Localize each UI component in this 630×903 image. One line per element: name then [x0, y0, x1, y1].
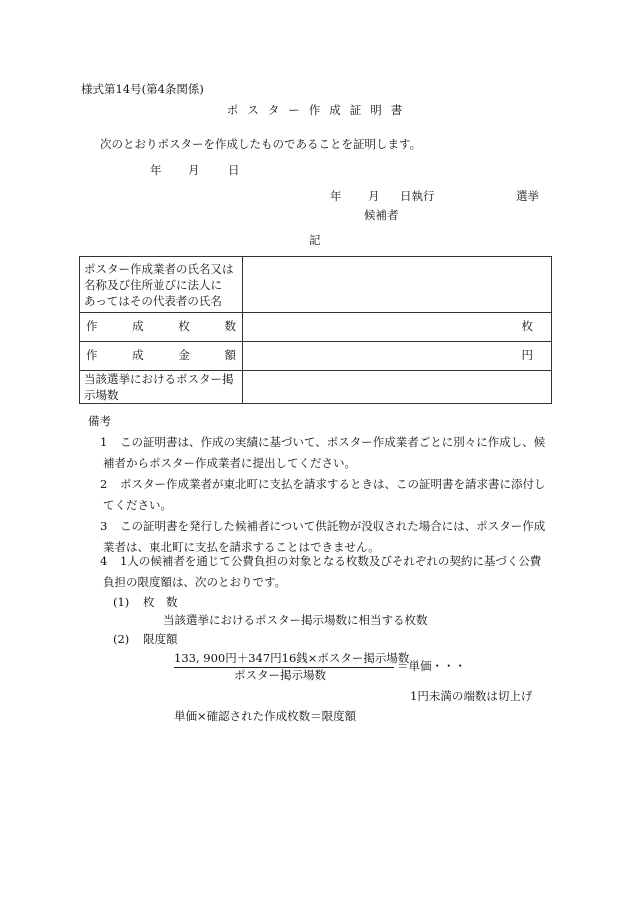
formula-result: ＝単価・・・	[397, 659, 466, 673]
exec-month-label: 月	[368, 189, 380, 203]
label-char: 数	[224, 319, 236, 334]
label-char: 作	[86, 348, 98, 363]
issue-day-label: 日	[228, 163, 240, 177]
label-char: 作	[86, 319, 98, 334]
table-row	[80, 313, 552, 342]
amount-value[interactable]	[243, 342, 552, 371]
sub-item-limit	[113, 633, 178, 647]
label-char: 枚	[178, 319, 190, 334]
sub-number: (1)	[113, 595, 130, 609]
contractor-name-value[interactable]	[243, 257, 552, 313]
label-char: 成	[132, 319, 144, 334]
label-line: ポスター作成業者の氏名又は	[84, 261, 234, 276]
note-item	[100, 551, 556, 593]
note-text-continued: 補者からポスター作成業者に提出してください。	[103, 456, 356, 470]
sub-item-quantity	[113, 596, 178, 610]
amount-unit: 円	[521, 348, 533, 363]
note-text: 1人の候補者を通じて公費負担の対象となる枚数及びそれぞれの契約に基づく公費	[120, 554, 542, 568]
note-number: 4	[100, 554, 108, 568]
label-line: 名称及び住所並びに法人に	[84, 277, 222, 292]
note-item	[100, 474, 556, 516]
exec-year-label: 年	[330, 189, 342, 203]
form-number: 様式第14号(第4条関係)	[81, 82, 204, 96]
election-execution-line	[330, 190, 539, 204]
label-line: 当該選挙におけるポスター掲	[84, 372, 234, 386]
note-text: この証明書を発行した候補者について供託物が没収された場合には、ポスター作成	[120, 519, 546, 533]
note-number: 2	[100, 477, 108, 491]
note-text-continued: てください。	[103, 498, 172, 512]
quantity-unit: 枚	[521, 319, 533, 334]
label-char: 金	[178, 348, 190, 363]
note-item	[100, 432, 556, 474]
quantity-value[interactable]	[243, 313, 552, 342]
issue-year-label: 年	[150, 163, 162, 177]
label-char: 額	[224, 348, 236, 363]
intro-text: 次のとおりポスターを作成したものであることを証明します。	[100, 137, 422, 151]
formula-numerator: 133, 900円＋347円16銭×ポスター掲示場数	[174, 651, 410, 665]
document-title: ポスター作成証明書	[226, 103, 412, 117]
final-formula: 単価×確認された作成枚数＝限度額	[174, 709, 357, 723]
certificate-table	[79, 256, 552, 404]
election-label: 選挙	[516, 189, 539, 203]
note-text: この証明書は、作成の実績に基づいて、ポスター作成業者ごとに別々に作成し、候	[120, 435, 546, 449]
sub-label: 限度額	[143, 632, 178, 646]
label-line: あってはその代表者の氏名	[84, 293, 222, 308]
table-row	[80, 371, 552, 404]
issue-month-label: 月	[188, 163, 200, 177]
sub-label: 枚 数	[143, 595, 178, 609]
note-number: 1	[100, 435, 108, 449]
amount-label	[80, 342, 243, 371]
exec-day-label: 日執行	[400, 189, 435, 203]
contractor-name-label	[80, 257, 243, 313]
note-text-continued: 業者は、東北町に支払を請求することはできません。	[103, 540, 380, 554]
rounding-note: 1円未満の端数は切上げ	[410, 689, 533, 703]
notes-heading: 備考	[88, 414, 111, 428]
table-row	[80, 257, 552, 313]
ki-label: 記	[309, 233, 321, 247]
quantity-label	[80, 313, 243, 342]
issue-date	[150, 164, 240, 178]
note-text: ポスター作成業者が東北町に支払を請求するときは、この証明書を請求書に添付し	[120, 477, 546, 491]
poster-boards-value[interactable]	[243, 371, 552, 404]
sub-number: (2)	[113, 632, 130, 646]
note-number: 3	[100, 519, 108, 533]
note-text-continued: 負担の限度額は、次のとおりです。	[103, 575, 287, 589]
label-line: 示場数	[84, 388, 119, 402]
poster-boards-label	[80, 371, 243, 404]
label-char: 成	[132, 348, 144, 363]
sub-item-quantity-text: 当該選挙におけるポスター掲示場数に相当する枚数	[163, 613, 428, 627]
table-row	[80, 342, 552, 371]
candidate-label: 候補者	[364, 208, 399, 222]
formula-denominator: ポスター掲示場数	[234, 668, 326, 682]
